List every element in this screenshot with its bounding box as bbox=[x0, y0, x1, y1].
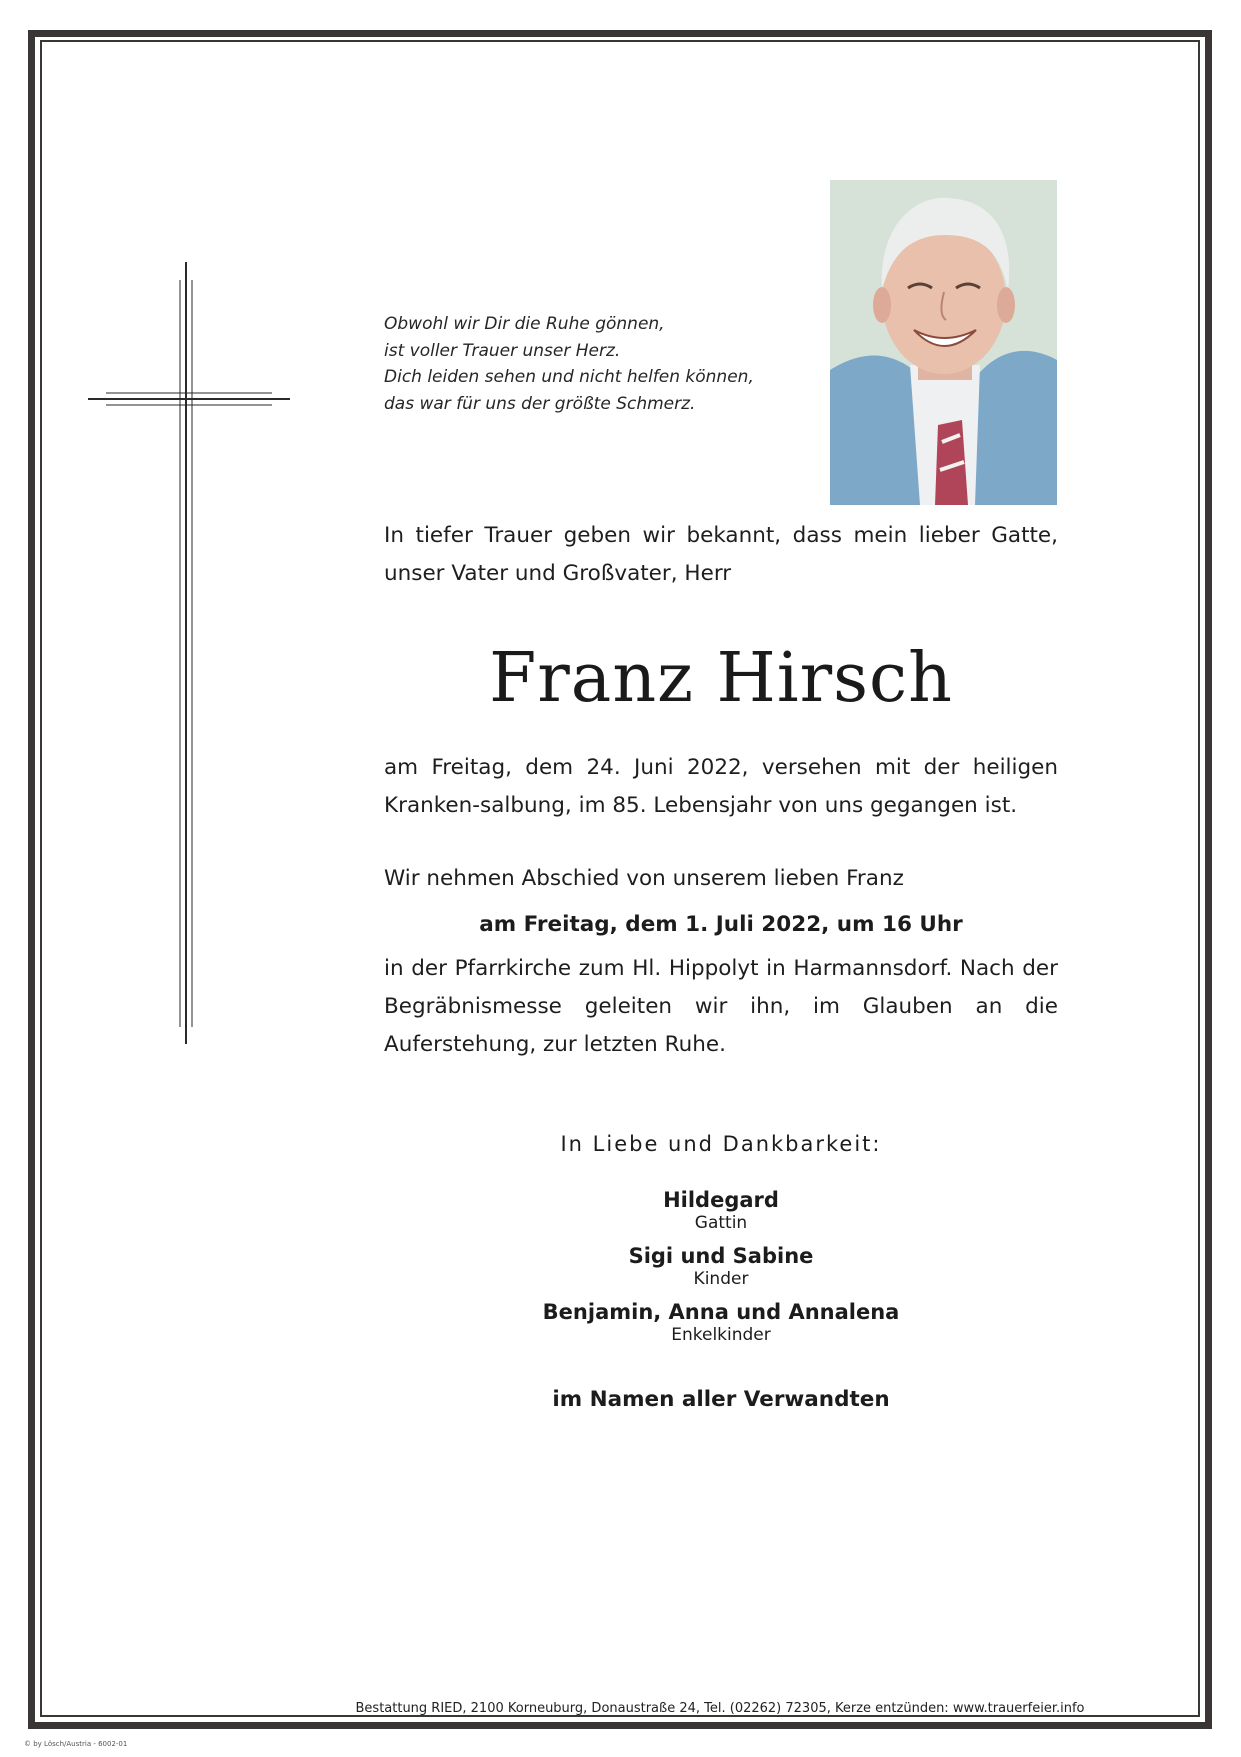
funeral-home-footer: Bestattung RIED, 2100 Korneuburg, Donaustraße 24, Tel. (02262) 72305, Kerze entzünden: www.trauerfeier.info bbox=[355, 1701, 1085, 1716]
mourner-entry bbox=[384, 1187, 1058, 1233]
mourner-role: Kinder bbox=[693, 1269, 749, 1289]
verse-line: Dich leiden sehen und nicht helfen können, bbox=[384, 367, 754, 387]
cross-icon bbox=[88, 262, 290, 1048]
relatives-line: im Namen aller Verwandten bbox=[552, 1387, 890, 1412]
deceased-name: Franz Hirsch bbox=[489, 639, 953, 718]
verse-line: Obwohl wir Dir die Ruhe gönnen, bbox=[384, 314, 665, 334]
mourner-entry bbox=[384, 1299, 1058, 1345]
farewell-intro: Wir nehmen Abschied von unserem lieben Franz bbox=[384, 866, 904, 891]
verse-line: das war für uns der größte Schmerz. bbox=[384, 393, 696, 414]
mourner-role: Enkelkinder bbox=[671, 1325, 771, 1345]
mourner-role: Gattin bbox=[694, 1213, 748, 1233]
memorial-verse bbox=[384, 311, 804, 417]
announcement-intro: In tiefer Trauer geben wir bekannt, dass mein lieber Gatte, unser Vater und Großvater, Herr bbox=[384, 523, 1058, 586]
death-notice: am Freitag, dem 24. Juni 2022, versehen mit der heiligen Kranken-salbung, im 85. Lebensjahr von uns gegangen ist. bbox=[384, 755, 1058, 818]
copyright-note: © by Lösch/Austria - 6002-01 bbox=[24, 1740, 128, 1748]
portrait-photo bbox=[830, 180, 1057, 505]
mourner-name: Sigi und Sabine bbox=[628, 1244, 814, 1268]
mourner-name: Benjamin, Anna und Annalena bbox=[542, 1300, 900, 1324]
mourners-heading: In Liebe und Dankbarkeit: bbox=[560, 1132, 882, 1156]
verse-line: ist voller Trauer unser Herz. bbox=[384, 340, 621, 361]
funeral-details: in der Pfarrkirche zum Hl. Hippolyt in Harmannsdorf. Nach der Begräbnismesse geleiten wir ihn, im Glauben an die Auferstehung, zur letzten Ruhe. bbox=[384, 956, 1058, 1057]
mourner-name: Hildegard bbox=[663, 1188, 779, 1212]
mourner-entry bbox=[384, 1243, 1058, 1289]
funeral-date-time: am Freitag, dem 1. Juli 2022, um 16 Uhr bbox=[479, 912, 963, 937]
